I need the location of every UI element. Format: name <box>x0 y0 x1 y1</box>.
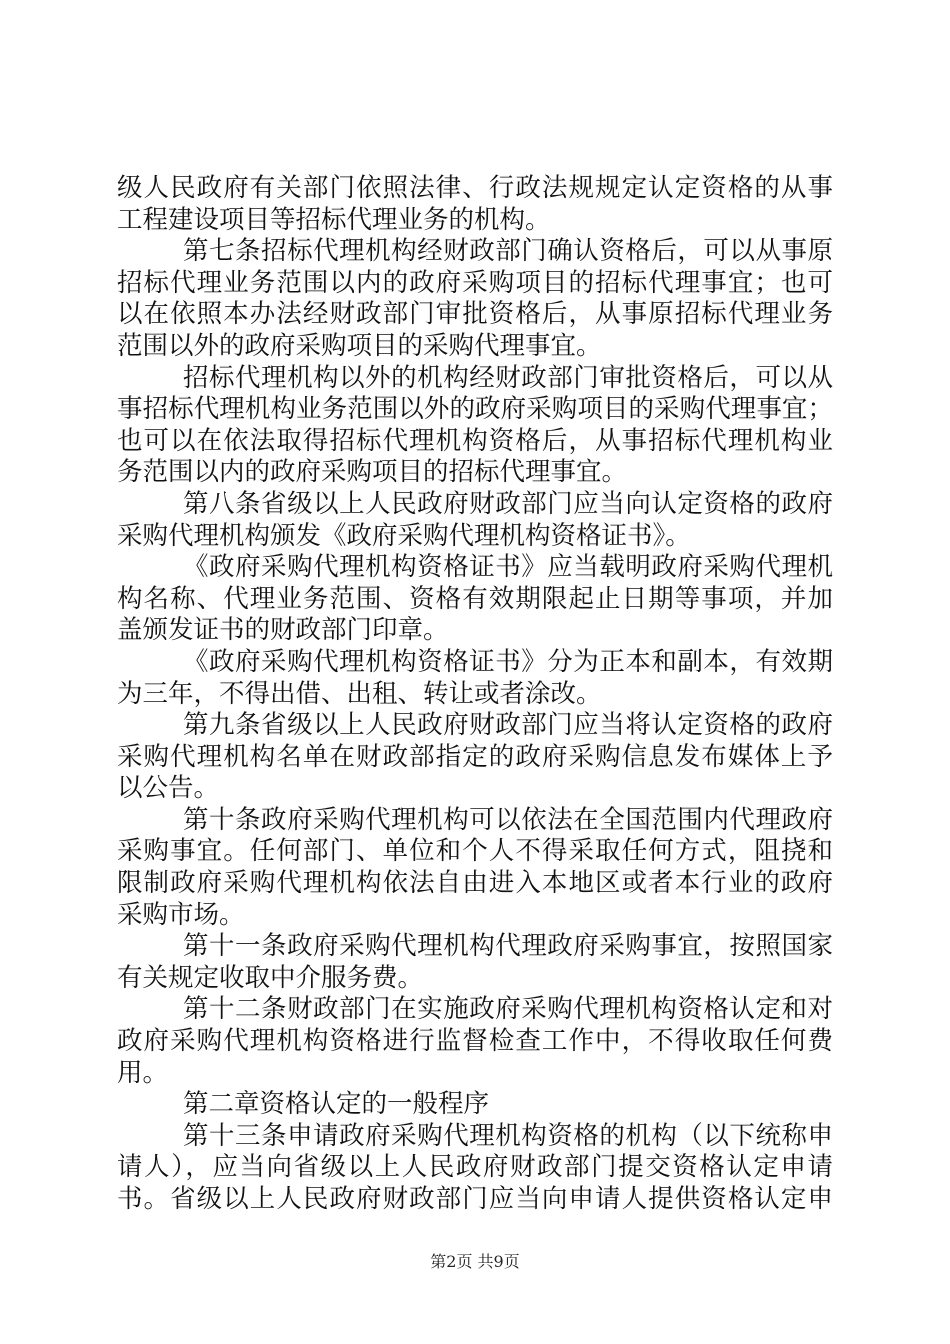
text-line: 书。省级以上人民政府财政部门应当向申请人提供资格认定申 <box>117 1184 833 1214</box>
text-line: 请人），应当向省级以上人民政府财政部门提交资格认定申请 <box>117 1152 833 1183</box>
text-line: 第十一条政府采购代理机构代理政府采购事宜，按照国家 <box>183 931 833 962</box>
text-line: 务范围以内的政府采购项目的招标代理事宜。 <box>117 457 628 488</box>
text-line: 范围以外的政府采购项目的采购代理事宜。 <box>117 330 602 361</box>
document-body <box>117 173 833 1216</box>
text-line: 第十条政府采购代理机构可以依法在全国范围内代理政府 <box>183 804 833 835</box>
text-line: 工程建设项目等招标代理业务的机构。 <box>117 204 551 235</box>
chapter-heading: 第二章资格认定的一般程序 <box>183 1089 490 1120</box>
text-line: 以公告。 <box>117 773 220 804</box>
text-line: 盖颁发证书的财政部门印章。 <box>117 615 449 646</box>
text-line: 有关规定收取中介服务费。 <box>117 962 424 993</box>
text-line: 采购代理机构颁发《政府采购代理机构资格证书》。 <box>117 520 691 551</box>
text-line: 招标代理机构以外的机构经财政部门审批资格后，可以从 <box>183 362 833 393</box>
text-line: 用。 <box>117 1057 169 1088</box>
text-line: 《政府采购代理机构资格证书》分为正本和副本，有效期 <box>183 646 833 677</box>
text-line: 级人民政府有关部门依照法律、行政法规规定认定资格的从事 <box>117 173 833 203</box>
text-line: 采购代理机构名单在财政部指定的政府采购信息发布媒体上予 <box>117 741 833 772</box>
text-line: 采购事宜。任何部门、单位和个人不得采取任何方式，阻挠和 <box>117 836 833 867</box>
text-line: 也可以在依法取得招标代理机构资格后，从事招标代理机构业 <box>117 425 833 456</box>
text-line: 第九条省级以上人民政府财政部门应当将认定资格的政府 <box>183 710 833 741</box>
text-line: 第八条省级以上人民政府财政部门应当向认定资格的政府 <box>183 488 833 519</box>
text-line: 构名称、代理业务范围、资格有效期限起止日期等事项，并加 <box>117 583 833 614</box>
text-line: 采购市场。 <box>117 899 245 930</box>
text-line: 以在依照本办法经财政部门审批资格后，从事原招标代理业务 <box>117 299 833 330</box>
text-line: 第十三条申请政府采购代理机构资格的机构（以下统称申 <box>183 1120 833 1151</box>
text-line: 为三年，不得出借、出租、转让或者涂改。 <box>117 678 602 709</box>
page-number: 第2页 共9页 <box>430 1252 520 1271</box>
text-line: 《政府采购代理机构资格证书》应当载明政府采购代理机 <box>183 552 833 583</box>
text-line: 政府采购代理机构资格进行监督检查工作中，不得收取任何费 <box>117 1026 833 1057</box>
text-line: 限制政府采购代理机构依法自由进入本地区或者本行业的政府 <box>117 868 833 899</box>
text-line: 第十二条财政部门在实施政府采购代理机构资格认定和对 <box>183 994 833 1025</box>
text-line: 招标代理业务范围以内的政府采购项目的招标代理事宜；也可 <box>117 267 833 298</box>
page-footer <box>0 1249 950 1272</box>
text-line: 事招标代理机构业务范围以外的政府采购项目的采购代理事宜； <box>117 394 833 425</box>
text-line: 第七条招标代理机构经财政部门确认资格后，可以从事原 <box>183 236 833 267</box>
